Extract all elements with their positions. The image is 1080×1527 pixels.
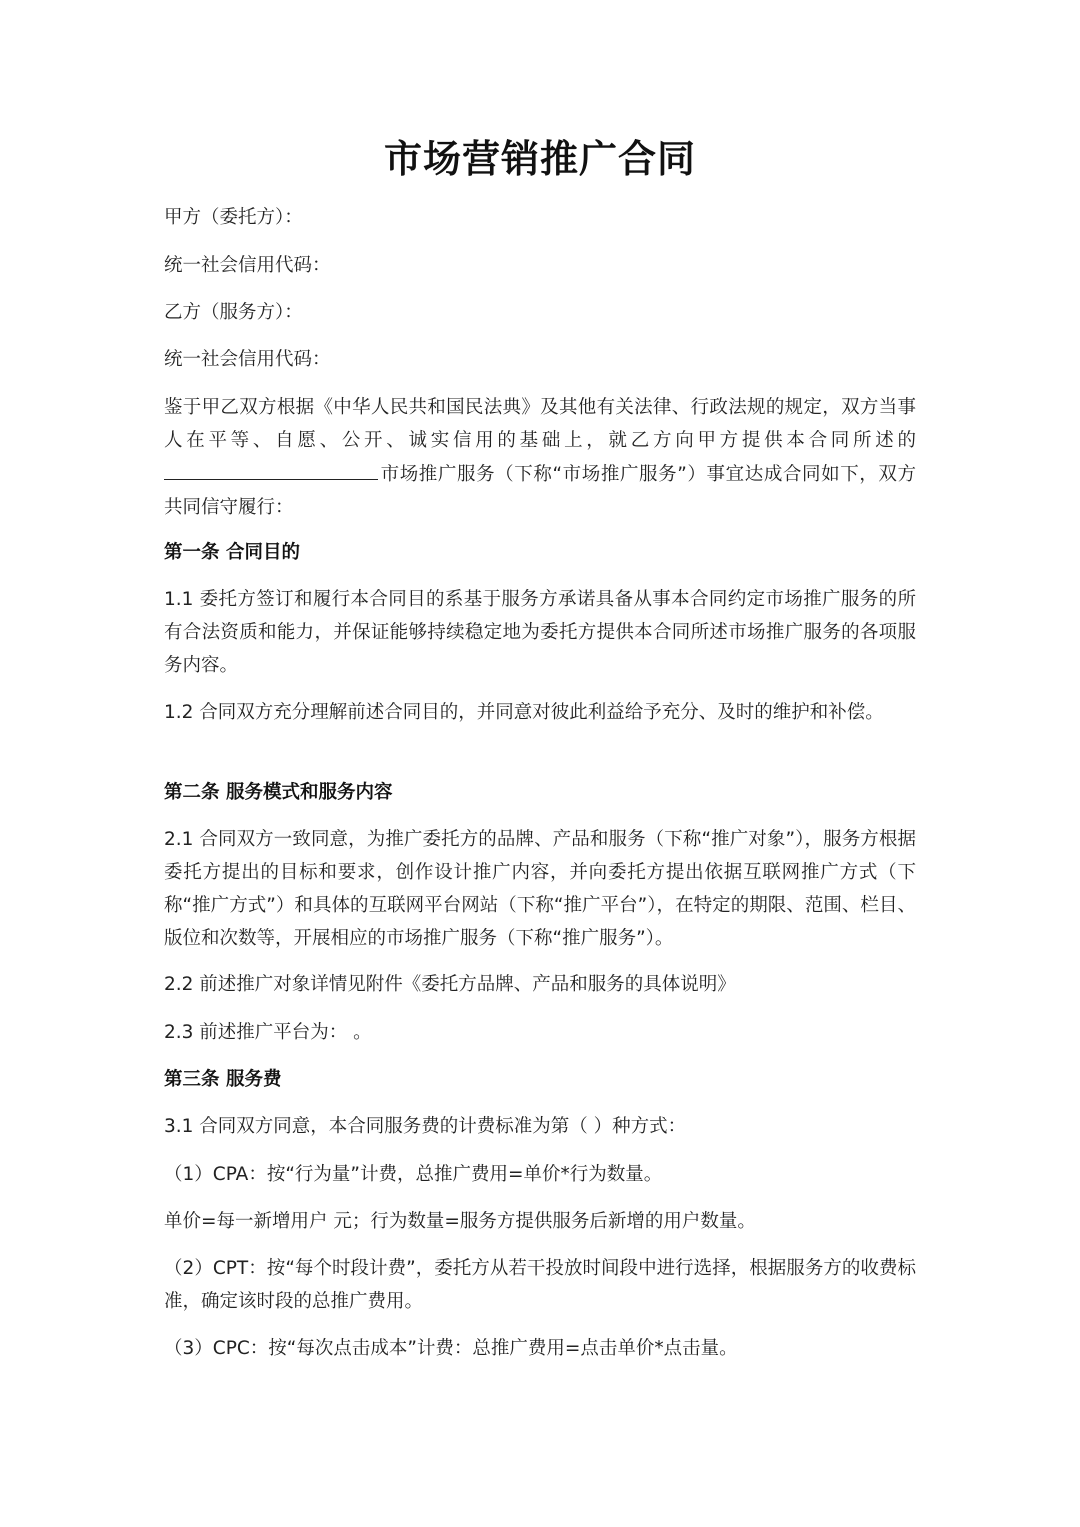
option-cpa: （1）CPA：按“行为量”计费，总推广费用=单价*行为数量。: [164, 1164, 663, 1185]
article-1-heading: 第一条 合同目的: [164, 542, 300, 563]
clause-1-1: 1.1 委托方签订和履行本合同目的系基于服务方承诺具备从事本合同约定市场推广服务的所有合法资质和能力，并保证能够持续稳定地为委托方提供本合同所述市场推广服务的各项服务内容。: [164, 589, 916, 676]
option-cpa-note: 单价=每一新增用户 元；行为数量=服务方提供服务后新增的用户数量。: [164, 1211, 756, 1232]
preamble-paragraph: [164, 391, 916, 524]
preamble-text-1: 鉴于甲乙双方根据《中华人民共和国民法典》及其他有关法律、行政法规的规定，双方当事人在平等、自愿、公开、诚实信用的基础上，就乙方向甲方提供本合同所述的: [164, 397, 916, 451]
page-title: 市场营销推广合同: [383, 137, 696, 181]
clause-1-2: 1.2 合同双方充分理解前述合同目的，并同意对彼此利益给予充分、及时的维护和补偿。: [164, 702, 884, 723]
preamble-text-2: 市场推广服务（下称“市场推广服务”）事宜达成合同如下，双方共同信守履行：: [164, 464, 916, 518]
party-b-line: 乙方（服务方）：: [164, 302, 303, 323]
option-cpc: （3）CPC：按“每次点击成本”计费：总推广费用=点击单价*点击量。: [164, 1338, 738, 1359]
blank-fill-line[interactable]: [164, 457, 378, 480]
article-3-heading: 第三条 服务费: [164, 1069, 282, 1090]
credit-code-b-line: 统一社会信用代码：: [164, 349, 331, 370]
clause-2-3: 2.3 前述推广平台为： 。: [164, 1022, 372, 1043]
clause-2-1: 2.1 合同双方一致同意，为推广委托方的品牌、产品和服务（下称“推广对象”），服务方根据委托方提出的目标和要求，创作设计推广内容，并向委托方提出依据互联网推广方式（下称“推广方式”）和具体的互联网平台网站（下称“推广平台”），在特定的期限、范围、栏目、版位和次数等，开展相应的市场推广服务（下称“推广服务”）。: [164, 829, 916, 949]
clause-3-1: 3.1 合同双方同意，本合同服务费的计费标准为第（ ）种方式：: [164, 1116, 687, 1137]
party-a-line: 甲方（委托方）：: [164, 207, 303, 228]
article-2-heading: 第二条 服务模式和服务内容: [164, 782, 393, 803]
option-cpt: （2）CPT：按“每个时段计费”，委托方从若干投放时间段中进行选择，根据服务方的收费标准，确定该时段的总推广费用。: [164, 1258, 916, 1312]
credit-code-a-line: 统一社会信用代码：: [164, 255, 331, 276]
clause-2-2: 2.2 前述推广对象详情见附件《委托方品牌、产品和服务的具体说明》: [164, 974, 736, 995]
